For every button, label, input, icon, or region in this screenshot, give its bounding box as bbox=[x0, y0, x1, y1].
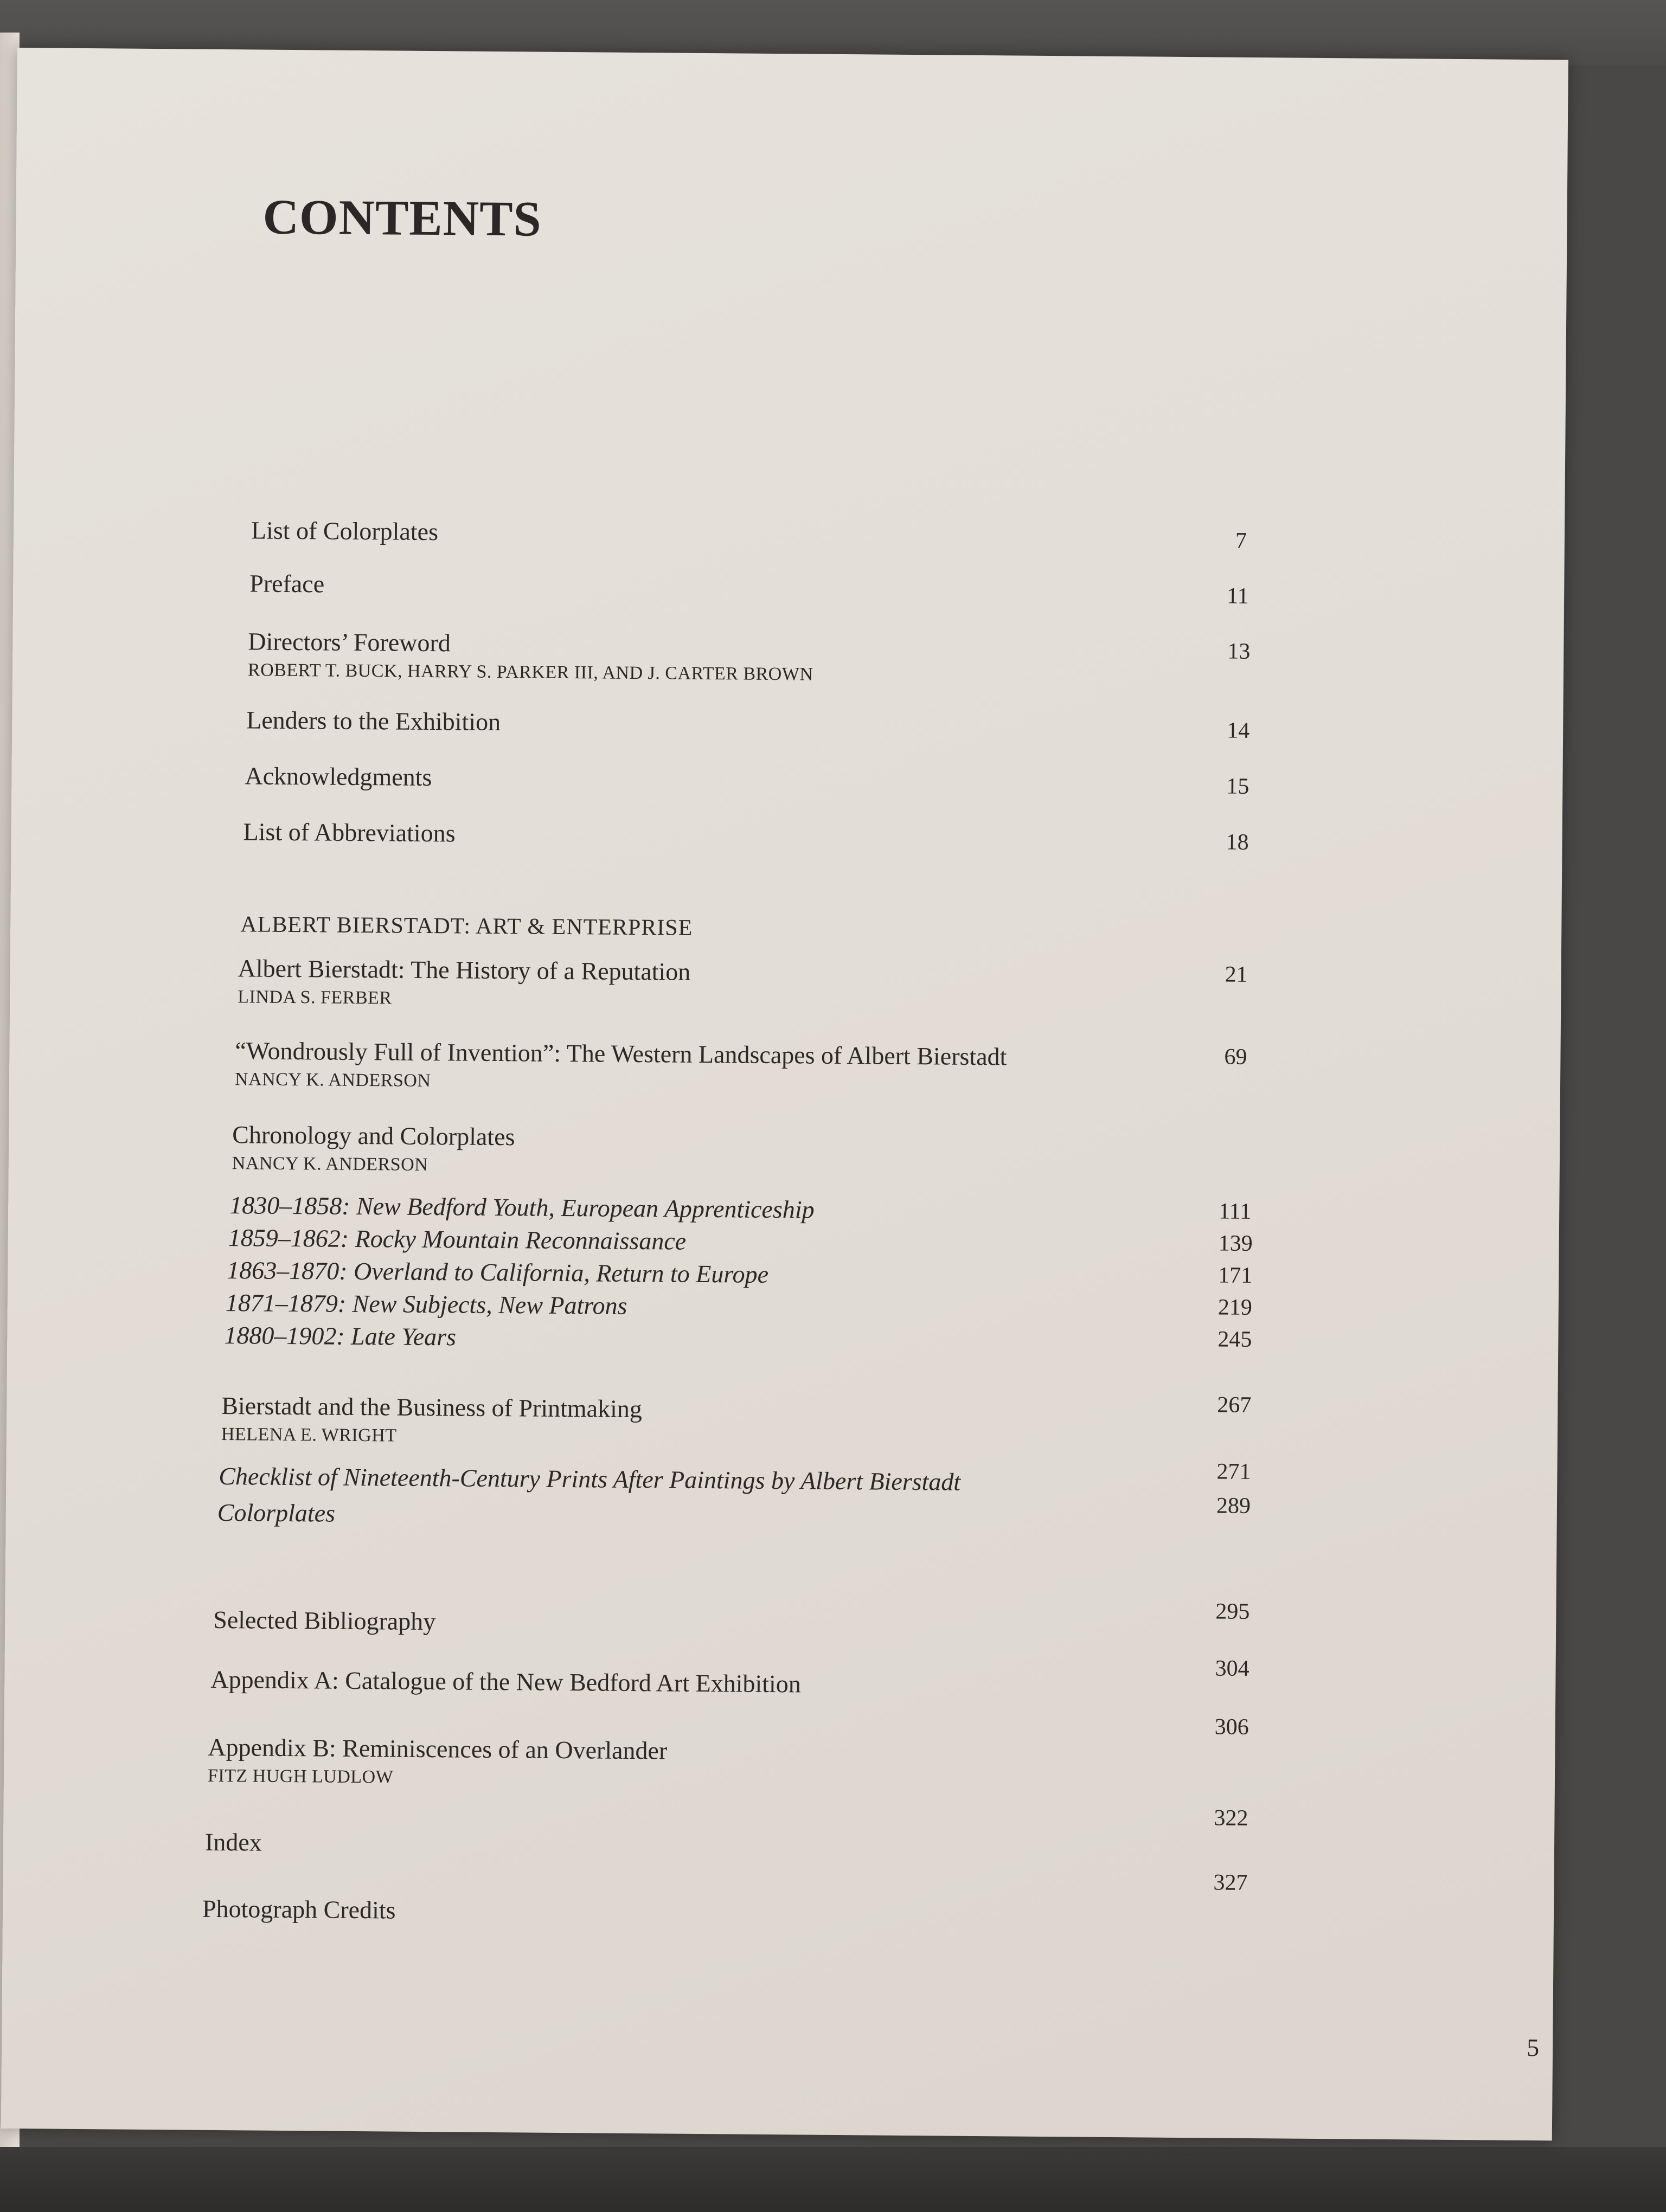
chronology-entry-title: 1830–1858: New Bedford Youth, European Apprenticeship bbox=[229, 1191, 815, 1224]
back-matter-page: 327 bbox=[1213, 1870, 1248, 1895]
back-matter-page: 295 bbox=[1215, 1599, 1250, 1624]
toc-entry bbox=[238, 954, 690, 1011]
toc-entry-title: “Wondrously Full of Invention”: The Western Landscapes of Albert Bierstadt bbox=[235, 1037, 1007, 1071]
toc-entry-title: Chronology and Colorplates bbox=[232, 1121, 515, 1151]
toc-entry bbox=[246, 705, 501, 736]
chronology-entry-page: 219 bbox=[1218, 1295, 1252, 1320]
toc-entry-author: FITZ HUGH LUDLOW bbox=[207, 1765, 394, 1787]
toc-entry bbox=[249, 569, 324, 598]
back-matter-title: Index bbox=[204, 1828, 262, 1856]
toc-entry-title: List of Abbreviations bbox=[243, 818, 456, 847]
page-title: CONTENTS bbox=[262, 189, 542, 247]
toc-entry-author: LINDA S. FERBER bbox=[238, 987, 392, 1008]
toc-entry bbox=[243, 817, 455, 847]
back-matter-title: Appendix A: Catalogue of the New Bedford Art Exhibition bbox=[210, 1665, 802, 1698]
toc-entry-page: 7 bbox=[1235, 528, 1247, 554]
back-matter-title: Selected Bibliography bbox=[213, 1605, 436, 1636]
toc-entry-title: Albert Bierstadt: The History of a Reputation bbox=[238, 954, 691, 986]
toc-entry-title: Bierstadt and the Business of Printmaking bbox=[221, 1392, 643, 1423]
toc-entry-page: 14 bbox=[1226, 718, 1250, 743]
toc-entry bbox=[235, 1036, 1007, 1096]
toc-entry-title: Acknowledgments bbox=[245, 762, 432, 792]
section-heading: ALBERT BIERSTADT: ART & ENTERPRISE bbox=[240, 912, 693, 941]
toc-entry-page: 13 bbox=[1227, 639, 1251, 664]
toc-entry-page: 18 bbox=[1226, 829, 1249, 855]
chronology-entry-title: 1859–1862: Rocky Mountain Reconnaissance bbox=[228, 1224, 687, 1255]
back-matter-title: Appendix B: Reminiscences of an Overlander bbox=[208, 1733, 668, 1765]
toc-entry-author: HELENA E. WRIGHT bbox=[221, 1424, 397, 1446]
back-matter-page: 306 bbox=[1214, 1714, 1249, 1740]
toc-entry bbox=[208, 1733, 668, 1790]
toc-entry-author: NANCY K. ANDERSON bbox=[234, 1069, 431, 1091]
toc-entry-author: ROBERT T. BUCK, HARRY S. PARKER III, AND J. CARTER BROWN bbox=[247, 660, 813, 685]
toc-entry bbox=[245, 761, 432, 792]
toc-entry bbox=[248, 627, 813, 685]
chronology-entry-title: 1880–1902: Late Years bbox=[224, 1321, 457, 1351]
toc-entry-author: NANCY K. ANDERSON bbox=[232, 1153, 428, 1175]
toc-entry-page: 21 bbox=[1225, 962, 1248, 987]
toc-entry-page: 267 bbox=[1217, 1392, 1252, 1418]
printmaking-sub-page: 271 bbox=[1216, 1459, 1251, 1484]
chronology-entry-page: 171 bbox=[1218, 1263, 1253, 1288]
toc-entry-title: Preface bbox=[249, 569, 325, 598]
chronology-entry-page: 245 bbox=[1218, 1327, 1252, 1352]
chronology-entry-page: 139 bbox=[1218, 1231, 1253, 1256]
toc-entry-page: 69 bbox=[1224, 1044, 1247, 1070]
book-page bbox=[1, 48, 1568, 2140]
page-number: 5 bbox=[1526, 2033, 1540, 2062]
background-bottom bbox=[0, 2147, 1666, 2212]
printmaking-sub-page: 289 bbox=[1216, 1493, 1251, 1519]
toc-entry bbox=[232, 1120, 515, 1176]
back-matter-page: 322 bbox=[1214, 1805, 1248, 1831]
toc-entry bbox=[251, 516, 438, 546]
chronology-entry-title: 1863–1870: Overland to California, Return to Europe bbox=[227, 1256, 769, 1288]
toc-entry-title: Lenders to the Exhibition bbox=[246, 706, 501, 736]
printmaking-sub-title: Colorplates bbox=[217, 1498, 336, 1527]
back-matter-title: Photograph Credits bbox=[202, 1894, 396, 1924]
toc-entry-page: 11 bbox=[1226, 583, 1249, 609]
toc-entry-title: List of Colorplates bbox=[251, 516, 439, 546]
toc-entry bbox=[221, 1391, 642, 1448]
toc-entry-page: 15 bbox=[1226, 774, 1250, 799]
chronology-entry-page: 111 bbox=[1219, 1199, 1252, 1224]
chronology-entry-title: 1871–1879: New Subjects, New Patrons bbox=[225, 1289, 627, 1320]
toc-entry-title: Directors’ Foreword bbox=[248, 627, 451, 657]
back-matter-page: 304 bbox=[1215, 1656, 1250, 1681]
printmaking-sub-title: Checklist of Nineteenth-Century Prints After Paintings by Albert Bierstadt bbox=[219, 1462, 961, 1496]
